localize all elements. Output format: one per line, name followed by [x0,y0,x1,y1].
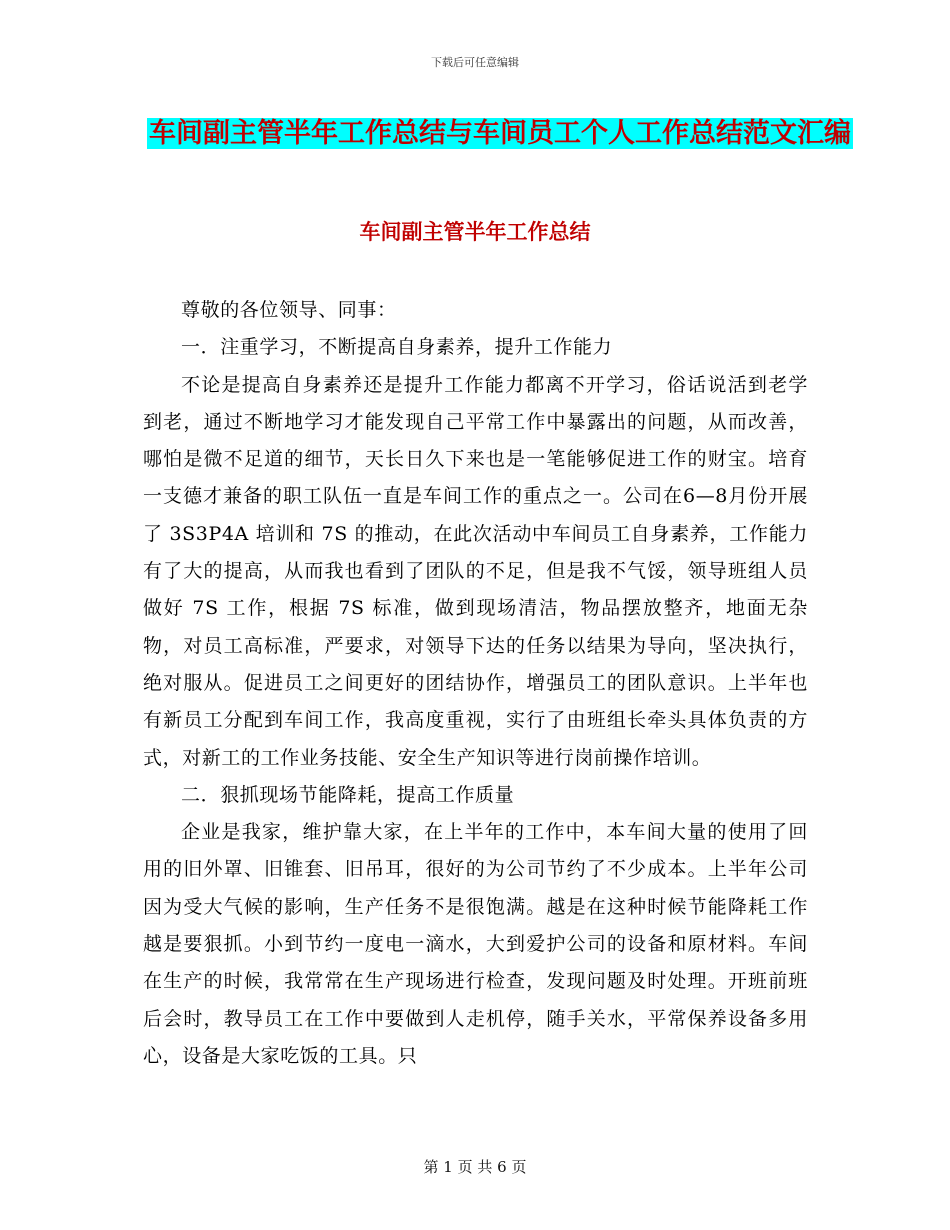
heading-paragraph-2: 二．狠抓现场节能降耗，提高工作质量 [181,783,515,806]
section-title: 车间副主管半年工作总结 [359,220,591,244]
salutation-paragraph: 尊敬的各位领导、同事： [181,299,397,321]
body-paragraph-1: 不论是提高自身素养还是提升工作能力都离不开学习，俗话说活到老学到老，通过不断地学习才能发现自己平常工作中暴露出的问题，从而改善，哪怕是微不足道的细节，天长日久下来也是一笔能够促进工作的财宝。培育一支德才兼备的职工队伍一直是车间工作的重点之一。公司在6—8月份开展了 3S3P4A 培训和 7S 的推动，在此次活动中车间员工自身素养，工作能力有了大的提高，从而我也看到了团队的不足，但是我不气馁，领导班组人员做好 7S 工作，根据 7S 标准，做到现场清洁，物品摆放整齐，地面无杂物，对员工高标准，严要求，对领导下达的任务以结果为导向，坚决执行，绝对服从。促进员工之间更好的团结协作，增强员工的团队意识。上半年也有新员工分配到车间工作，我高度重视，实行了由班组长牵头具体负责的方式，对新工的工作业务技能、安全生产知识等进行岗前操作培训。 [143,373,808,769]
document-title [140,110,860,158]
body-paragraph-2: 企业是我家，维护靠大家，在上半年的工作中，本车间大量的使用了回用的旧外罩、旧锥套、旧吊耳，很好的为公司节约了不少成本。上半年公司因为受大气候的影响，生产任务不是很饱满。越是在这种时候节能降耗工作越是要狠抓。小到节约一度电一滴水，大到爱护公司的设备和原材料。车间在生产的时候，我常常在生产现场进行检查，发现问题及时处理。开班前班后会时，教导员工在工作中要做到人走机停，随手关水，平常保养设备多用心，设备是大家吃饭的工具。只 [143,821,808,1067]
header-note: 下载后可任意编辑 [431,56,519,69]
document-title-text: 车间副主管半年工作总结与车间员工个人工作总结范文汇编 [149,118,851,149]
body-text [143,292,808,1075]
page-footer: 第 1 页 共 6 页 [423,1158,527,1176]
heading-paragraph-1: 一．注重学习，不断提高自身素养，提升工作能力 [181,336,613,359]
